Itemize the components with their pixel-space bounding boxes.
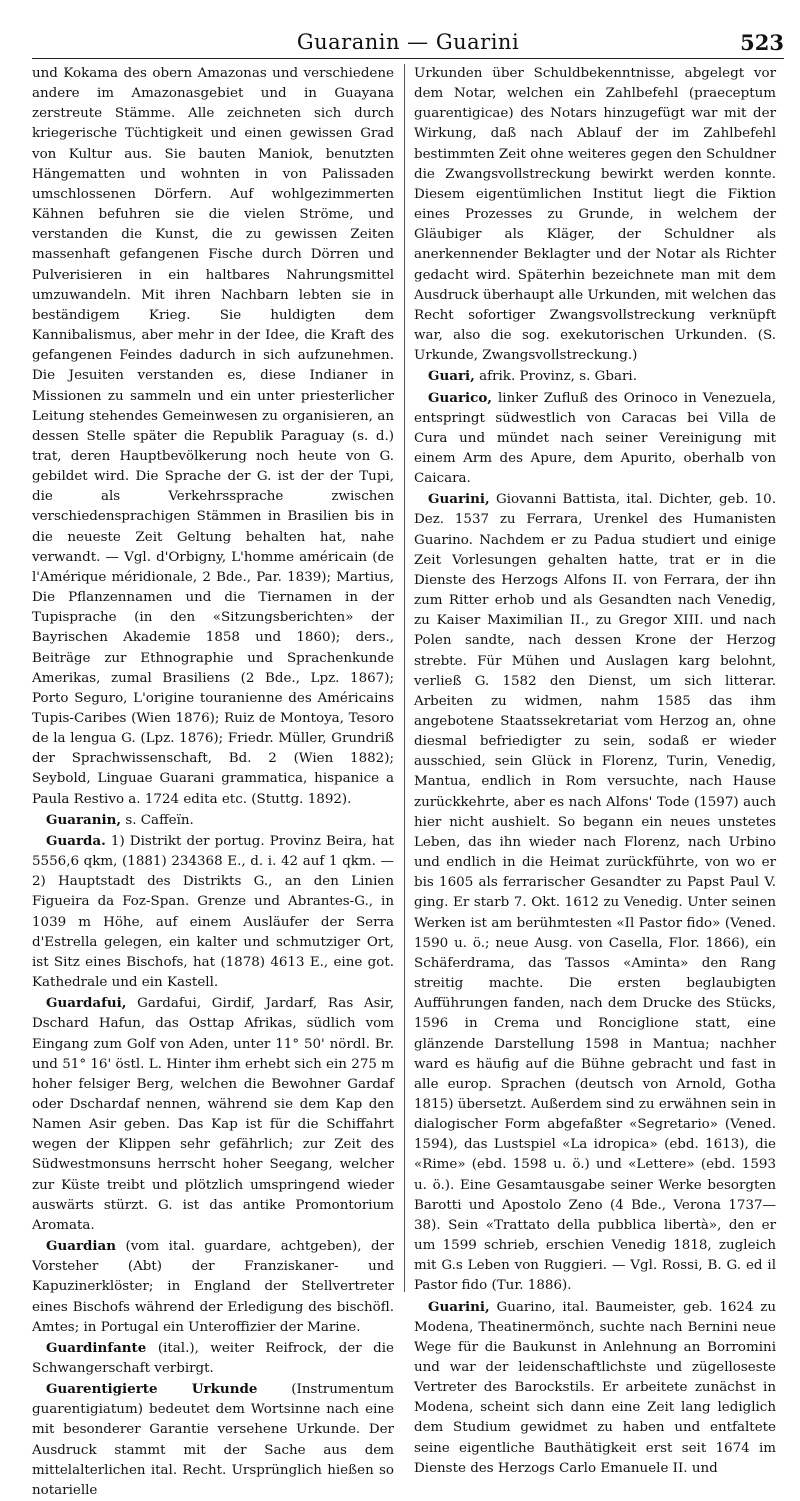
- entry-headword: Guardian: [46, 1238, 117, 1255]
- text-columns: [32, 64, 784, 1498]
- entry-guari: [414, 366, 776, 387]
- right-column: [414, 64, 776, 1476]
- entry-guardian: [32, 1236, 394, 1338]
- entry-headword: Guarda.: [46, 832, 106, 849]
- entry-guarini-guarino: [414, 1297, 776, 1479]
- entry-text: s. Caffeïn.: [121, 812, 194, 828]
- entry-text: Urkunden über Schuldbekenntnisse, abgelegt vor dem Notar, welchen ein Zahlbefehl (praeceptum guarentigicae) des Notars hinzugefügt war mit der Wirkung, daß nach Ablauf der im Zahlbefehl bestimmten Zeit ohne weiteres gegen den Schuldner die Zwangsvollstreckung bewirkt werden konnte. Diesem eigentümlichen Institut liegt die Fiktion eines Prozesses zu Grunde, in welchem der Gläubiger als Kläger, der Schuldner als anerkennender Beklagter und der Notar als Richter gedacht wird. Späterhin bezeichnete man mit dem Ausdruck überhaupt alle Urkunden, mit welchen das Recht sofortiger Zwangsvollstreckung verknüpft war, also die sog. exekutorischen Urkunden. (S. Urkunde, Zwangsvollstreckung.): [414, 66, 776, 364]
- entry-guarda: [32, 831, 394, 993]
- entry-text: (Instrumentum guarentigiatum) bedeutet dem Wortsinne nach eine mit besonderer Garantie versehene Urkunde. Der Ausdruck stammt mit der Sache aus dem mittelalterlichen ital. Recht. Ursprünglich hießen so notarielle: [32, 1382, 394, 1498]
- entry-headword: Guarini,: [428, 1298, 490, 1315]
- running-head: Guaranin — Guarini: [296, 30, 520, 54]
- entry-guarico: [414, 388, 776, 490]
- entry-headword: Guarico,: [428, 389, 492, 406]
- entry-text: linker Zufluß des Orinoco in Venezuela, entspringt südwestlich von Caracas bei Villa de Cura und mündet nach seiner Vereinigung mit einem Arm des Apure, dem Apurito, oberhalb von Caicara.: [414, 390, 776, 487]
- entry-guarentigierte-urkunde: [32, 1379, 394, 1501]
- entry-headword: Guari,: [428, 368, 475, 385]
- entry-headword: Guarentigierte Urkunde: [46, 1381, 258, 1398]
- entry-continuation: [414, 64, 776, 366]
- left-column: [32, 64, 394, 1498]
- entry-text: (vom ital. guardare, achtgeben), der Vorsteher (Abt) der Franziskaner- und Kapuzinerklöster; in England der Stellvertreter eines Bischofs während der Erledigung des bischöfl. Amtes; in Portugal ein Unteroffizier der Marine.: [32, 1239, 394, 1335]
- entry-guardinfante: [32, 1338, 394, 1379]
- entry-text: Gardafui, Girdif, Jardarf, Ras Asir, Dschard Hafun, das Osttap Afrikas, südlich vom Eingang zum Golf von Aden, unter 11° 50' nördl. Br. und 51° 16' östl. L. Hinter ihm erhebt sich ein 275 m hoher felsiger Berg, welchen die Bewohner Gardaf oder Dschardaf nennen, während sie dem Kap den Namen Asir geben. Das Kap ist für die Schiffahrt wegen der Klippen sehr gefährlich; zur Zeit des Südwestmonsuns herrscht hoher Seegang, welcher zur Küste treibt und plötzlich umspringend wieder auswärts stürzt. G. ist das antike Promontorium Aromata.: [32, 996, 394, 1233]
- entry-text: afrik. Provinz, s. Gbari.: [474, 369, 637, 385]
- entry-continuation: [32, 64, 394, 810]
- column-divider: [404, 64, 405, 1292]
- entry-guaranin: [32, 810, 394, 831]
- entry-text: 1) Distrikt der portug. Provinz Beira, hat 5556,6 qkm, (1881) 234368 E., d. i. 42 auf 1 qkm. — 2) Hauptstadt des Distrikts G., an den Linien Figueira da Foz-Span. Grenze und Abrantes-G., in 1039 m Höhe, auf einem Ausläufer der Serra d'Estrella gelegen, ein kalter und schmutziger Ort, ist Sitz eines Bischofs, hat (1878) 4613 E., eine got. Kathedrale und ein Kastell.: [32, 833, 394, 991]
- entry-headword: Guardafui,: [46, 995, 127, 1012]
- entry-guardafui: [32, 993, 394, 1236]
- entry-headword: Guarini,: [428, 491, 490, 508]
- page-number: 523: [740, 30, 784, 55]
- entry-text: und Kokama des obern Amazonas und verschiedene andere im Amazonasgebiet und in Guayana zerstreute Stämme. Alle zeichneten sich durch kriegerische Tüchtigkeit und einen gewissen Grad von Kultur aus. Sie bauten Maniok, benutzten Hängematten und wohnten in von Palissaden umschlossenen Dörfern. Auf wohlgezimmerten Kähnen befuhren sie die vielen Ströme, und verstanden die Kunst, die zu gewissen Zeiten massenhaft gefangenen Fische durch Dörren und Pulverisieren in ein haltbares Nahrungsmittel umzuwandeln. Mit ihren Nachbarn lebten sie in beständigem Krieg. Sie huldigten dem Kannibalismus, aber mehr in der Idee, die Kraft des gefangenen Feindes dadurch in sich aufzunehmen. Die Jesuiten verstanden es, diese Indianer in Missionen zu sammeln und ein unter priesterlicher Leitung stehendes Gemeinwesen zu organisieren, an dessen Stelle später die Republik Paraguay (s. d.) trat, deren Hauptbevölkerung noch heute von G. gebildet wird. Die Sprache der G. ist der der Tupi, die als Verkehrssprache zwischen verschiedensprachigen Stämmen in Brasilien bis in die neueste Zeit Geltung behalten hat, nahe verwandt. — Vgl. d'Orbigny, L'homme américain (de l'Amérique méridionale, 2 Bde., Par. 1839); Martius, Die Pflanzennamen und die Tiernamen in der Tupisprache (in den «Sitzungsberichten» der Bayrischen Akademie 1858 und 1860); ders., Beiträge zur Ethnographie und Sprachenkunde Amerikas, zumal Brasiliens (2 Bde., Lpz. 1867); Porto Seguro, L'origine touranienne des Américains Tupis-Caribes (Wien 1876); Ruiz de Montoya, Tesoro de la lengua G. (Lpz. 1876); Friedr. Müller, Grundriß der Sprachwissenschaft, Bd. 2 (Wien 1882); Seybold, Linguae Guarani grammatica, hispanice a Paula Restivo a. 1724 edita etc. (Stuttg. 1892).: [32, 66, 394, 807]
- page-header: [32, 28, 784, 59]
- entry-text: Guarino, ital. Baumeister, geb. 1624 zu Modena, Theatinermönch, suchte nach Bernini neue Wege für die Baukunst in Anlehnung an Borromini und war der leidenschaftlichste und zügelloseste Vertreter des Barockstils. Er arbeitete zunächst in Modena, scheint sich dann eine Zeit lang lediglich dem Studium gewidmet zu haben und entfaltete seine eigentliche Bauthätigkeit erst seit 1674 im Dienste des Herzogs Carlo Emanuele II. und: [414, 1299, 776, 1476]
- entry-headword: Guaranin,: [46, 811, 122, 828]
- entry-text: Giovanni Battista, ital. Dichter, geb. 10. Dez. 1537 zu Ferrara, Urenkel des Humanisten Guarino. Nachdem er zu Padua studiert und einige Zeit Vorlesungen gehalten hatte, trat er in die Dienste des Herzogs Alfons II. von Ferrara, der ihn zum Ritter erhob und als Gesandten nach Venedig, zu Kaiser Maximilian II., zu Gregor XIII. und nach Polen sandte, nach dessen Krone der Herzog strebte. Für Mühen und Auslagen karg belohnt, verließ G. 1582 den Dienst, um sich litterar. Arbeiten zu widmen, nahm 1585 das ihm angebotene Staatssekretariat vom Herzog an, ohne diesmal befriedigter zu sein, sodaß er wieder ausschied, sein Glück in Florenz, Turin, Venedig, Mantua, endlich in Rom versuchte, nach Hause zurückkehrte, aber es nach Alfons' Tode (1597) auch hier nicht aushielt. So begann ein neues unstetes Leben, das ihn wieder nach Florenz, nach Urbino und endlich in die Heimat zurückführte, von wo er bis 1605 als ferrarischer Gesandter zu Papst Paul V. ging. Er starb 7. Okt. 1612 zu Venedig. Unter seinen Werken ist am berühmtesten «Il Pastor fido» (Vened. 1590 u. ö.; neue Ausg. von Casella, Flor. 1866), ein Schäferdrama, das Tassos «Aminta» den Rang streitig machte. Die ersten beglaubigten Aufführungen fanden, nach dem Drucke des Stücks, 1596 in Crema und Ronciglione statt, eine glänzende Darstellung 1598 in Mantua; nachher ward es häufig auf die Bühne gebracht und fast in alle europ. Sprachen (deutsch von Arnold, Gotha 1815) übersetzt. Außerdem sind zu erwähnen sein in dialogischer Form abgefaßter «Segretario» (Vened. 1594), das Lustspiel «La idropica» (ebd. 1613), die «Rime» (ebd. 1598 u. ö.) und «Lettere» (ebd. 1593 u. ö.). Eine Gesamtausgabe seiner Werke besorgten Barotti und Apostolo Zeno (4 Bde., Verona 1737—38). Sein «Trattato della pubblica libertà», den er um 1599 schrieb, erschien Venedig 1818, zugleich mit G.s Leben von Ruggieri. — Vgl. Rossi, B. G. ed il Pastor fido (Tur. 1886).: [414, 492, 776, 1294]
- entry-text: (ital.), weiter Reifrock, der die Schwangerschaft verbirgt.: [32, 1340, 394, 1376]
- entry-guarini-giovanni: [414, 489, 776, 1296]
- entry-headword: Guardinfante: [46, 1339, 147, 1356]
